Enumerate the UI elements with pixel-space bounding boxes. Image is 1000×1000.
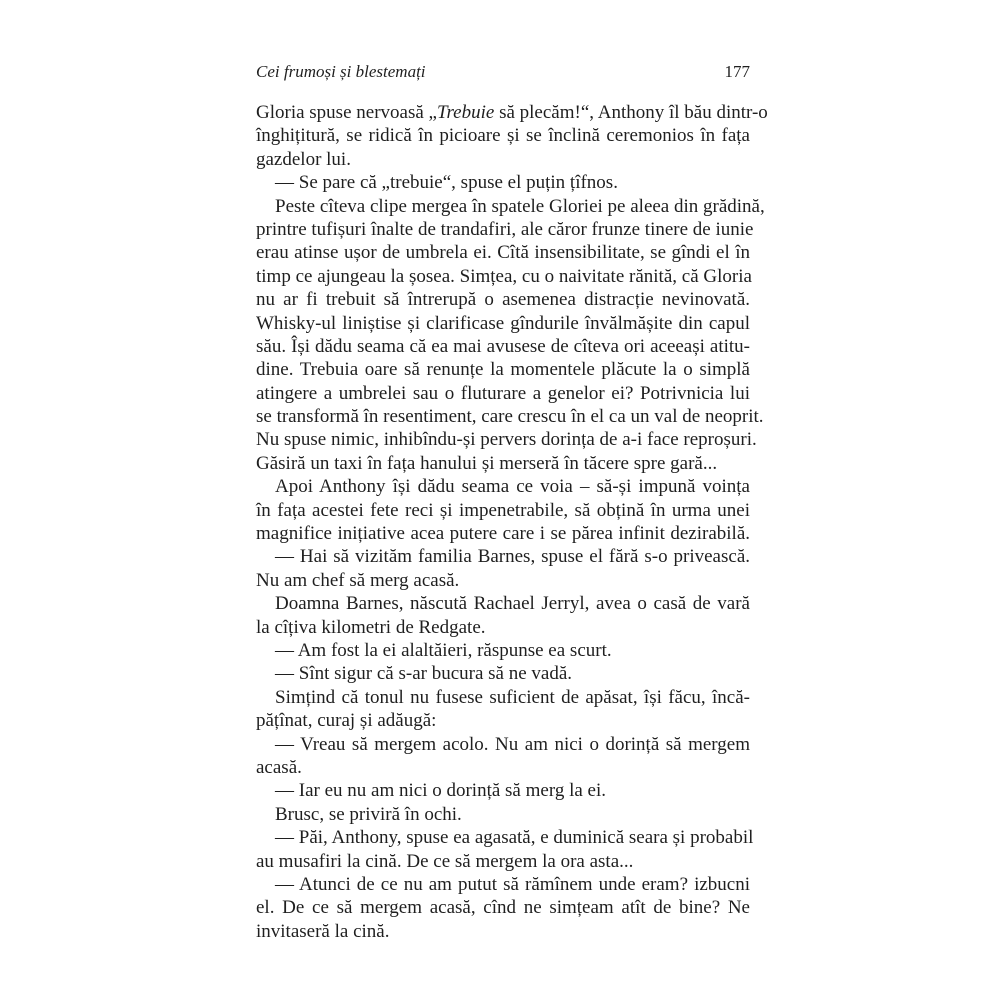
text-line: — Se pare că „trebuie“, spuse el puțin țîfnos.	[275, 172, 618, 194]
text-line: Peste cîteva clipe mergea în spatele Gloriei pe aleea din grădină,	[275, 195, 765, 217]
text-line: Nu spuse nimic, inhibîndu-și pervers dorința de a-i face reproșuri.	[256, 429, 757, 451]
text-line: Whisky-ul liniștise și clarificase gîndurile învălmășite din capul	[256, 312, 750, 334]
text-line: nu ar fi trebuit să întrerupă o asemenea distracție nevinovată.	[256, 289, 750, 311]
text-line: timp ce ajungeau la șosea. Simțea, cu o naivitate rănită, că Gloria	[256, 265, 752, 287]
text-line: în fața acestei fete reci și impenetrabile, să obțină în urma unei	[256, 499, 750, 521]
text-line: Apoi Anthony își dădu seama ce voia – să-și impună voința	[275, 476, 750, 498]
text-line: Doamna Barnes, născută Rachael Jerryl, avea o casă de vară	[275, 593, 750, 615]
text-line: Nu am chef să merg acasă.	[256, 569, 460, 591]
text-line: — Iar eu nu am nici o dorință să merg la ei.	[275, 780, 606, 802]
text-line: — Atunci de ce nu am putut să rămînem unde eram? izbucni	[275, 873, 750, 895]
text-line: dine. Trebuia oare să renunțe la momentele plăcute la o simplă	[256, 359, 750, 381]
text-line: înghițitură, se ridică în picioare și se înclină ceremonios în fața	[256, 125, 750, 147]
text-line: Găsiră un taxi în fața hanului și merseră în tăcere spre gară...	[256, 452, 718, 474]
text-line: magnifice inițiative acea putere care i se părea infinit dezirabilă.	[256, 523, 750, 545]
body-text	[256, 101, 768, 943]
text-line: — Vreau să mergem acolo. Nu am nici o dorință să mergem	[275, 733, 750, 755]
book-title: Cei frumoși și blestemați	[256, 62, 426, 81]
text-line: — Păi, Anthony, spuse ea agasată, e duminică seara și probabil	[275, 827, 754, 849]
text-line: Brusc, se priviră în ochi.	[275, 803, 462, 825]
text-line: se transformă în resentiment, care crescu în el ca un val de neoprit.	[256, 406, 764, 428]
text-line: erau atinse ușor de umbrela ei. Cîtă insensibilitate, se gîndi el în	[256, 242, 750, 264]
text-line: — Sînt sigur că s-ar bucura să ne vadă.	[275, 663, 573, 685]
text-line: atingere a umbrelei sau o fluturare a genelor ei? Potrivnicia lui	[256, 382, 750, 404]
text-line: el. De ce să mergem acasă, cînd ne simțeam atît de bine? Ne	[256, 897, 750, 919]
text-line: — Am fost la ei alaltăieri, răspunse ea scurt.	[275, 639, 612, 661]
text-line: acasă.	[256, 756, 302, 778]
text-line: pățînat, curaj și adăugă:	[256, 710, 437, 732]
text-line: — Hai să vizităm familia Barnes, spuse el fără s-o privească.	[275, 546, 750, 568]
page-number: 177	[724, 62, 750, 81]
text-line: invitaseră la cină.	[256, 920, 390, 942]
text-line: la cîțiva kilometri de Redgate.	[256, 616, 486, 638]
text-line: au musafiri la cină. De ce să mergem la ora asta...	[256, 850, 634, 872]
text-line: printre tufișuri înalte de trandafiri, ale căror frunze tinere de iunie	[256, 218, 754, 240]
text-line: Gloria spuse nervoasă „Trebuie să plecăm!“, Anthony îl bău dintr-o	[256, 102, 768, 123]
text-line: gazdelor lui.	[256, 148, 351, 170]
running-header	[256, 60, 750, 84]
text-line: Simțind că tonul nu fusese suficient de apăsat, își făcu, încă-	[275, 686, 750, 708]
text-line: său. Își dădu seama că ea mai avusese de cîteva ori aceeași atitu-	[256, 335, 750, 357]
